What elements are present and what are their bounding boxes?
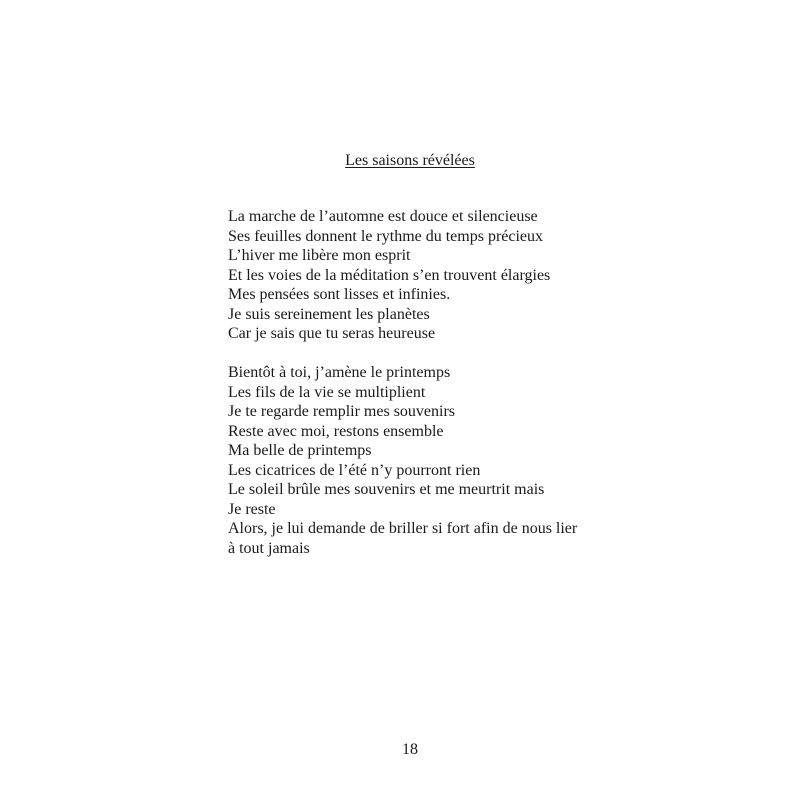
stanza-2 — [228, 363, 577, 558]
poem-line: Je reste — [228, 500, 276, 518]
poem-line: Les fils de la vie se multiplient — [228, 383, 426, 401]
poem-line: Mes pensées sont lisses et infinies. — [228, 286, 451, 303]
poem-line: Ma belle de printemps — [228, 442, 372, 459]
poem-line: à tout jamais — [228, 539, 310, 557]
poem-line: Alors, je lui demande de briller si fort afin de nous lier — [228, 520, 578, 537]
poem-title: Les saisons révélées — [345, 152, 475, 169]
poem-line: Je te regarde remplir mes souvenirs — [228, 403, 456, 420]
page-number: 18 — [402, 741, 418, 758]
stanza-1 — [228, 207, 550, 344]
poem-line: Et les voies de la méditation s’en trouvent élargies — [228, 266, 551, 284]
poem-line: L’hiver me libère mon esprit — [228, 247, 411, 264]
poem-line: Reste avec moi, restons ensemble — [228, 422, 444, 440]
poem-line: Car je sais que tu seras heureuse — [228, 325, 436, 342]
poem-line: Bientôt à toi, j’amène le printemps — [228, 364, 451, 381]
poem-line: Ses feuilles donnent le rythme du temps précieux — [228, 227, 544, 245]
poem-line: Les cicatrices de l’été n’y pourront rien — [228, 461, 481, 479]
poem-line: Le soleil brûle mes souvenirs et me meurtrit mais — [228, 481, 545, 498]
poem-line: La marche de l’automne est douce et silencieuse — [228, 208, 538, 225]
poem-line: Je suis sereinement les planètes — [228, 305, 430, 323]
